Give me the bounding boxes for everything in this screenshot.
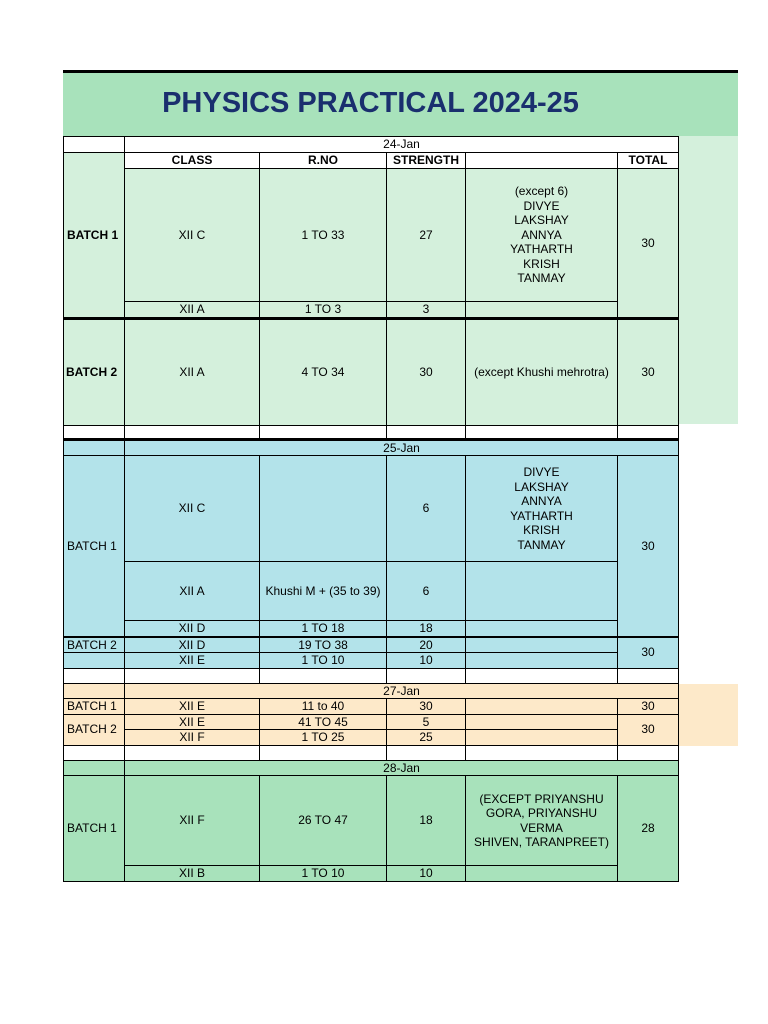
strength-cell: 10 (387, 653, 466, 669)
batch-label: BATCH 2 (64, 637, 125, 653)
remarks-cell (466, 169, 618, 302)
day3-date-row (64, 683, 679, 699)
class-cell: XII C (125, 456, 260, 562)
strength-cell: 30 (387, 699, 466, 715)
rno-cell: 1 TO 10 (260, 653, 387, 669)
rno-cell: 4 TO 34 (260, 318, 387, 425)
day4-date-row (64, 760, 679, 776)
rno-cell: Khushi M + (35 to 39) (260, 562, 387, 621)
table-row (64, 169, 679, 302)
rno-cell: 1 TO 25 (260, 730, 387, 746)
table-row (64, 302, 679, 319)
remark-line: TANMAY (517, 537, 566, 552)
date-label: 25-Jan (125, 439, 679, 456)
table-row (64, 699, 679, 715)
remark-line: YATHARTH (510, 508, 573, 523)
batch-label: BATCH 2 (64, 318, 125, 425)
total-cell: 30 (618, 169, 679, 319)
rno-cell: 1 TO 10 (260, 866, 387, 882)
remark-line: ANNYA (521, 227, 562, 242)
strength-cell: 27 (387, 169, 466, 302)
table-row (64, 730, 679, 746)
strength-cell: 5 (387, 714, 466, 730)
class-cell: XII C (125, 169, 260, 302)
total-cell: 30 (618, 637, 679, 669)
rno-cell: 41 TO 45 (260, 714, 387, 730)
remarks-cell (466, 776, 618, 866)
remark-line: SHIVEN, TARANPREET) (474, 835, 609, 849)
remark-line: DIVYE (523, 465, 560, 479)
rno-cell: 19 TO 38 (260, 637, 387, 653)
total-cell: 30 (618, 699, 679, 715)
table-row (64, 318, 679, 425)
class-cell: XII E (125, 714, 260, 730)
remark-line: YATHARTH (510, 242, 573, 257)
strength-cell: 6 (387, 456, 466, 562)
class-cell: XII F (125, 730, 260, 746)
class-cell: XII F (125, 776, 260, 866)
header-strength: STRENGTH (387, 153, 466, 169)
class-cell: XII A (125, 562, 260, 621)
strength-cell: 20 (387, 637, 466, 653)
class-cell: XII D (125, 621, 260, 637)
header-total: TOTAL (618, 153, 679, 169)
remark-line: VERMA (520, 820, 563, 835)
table-row (64, 456, 679, 562)
remark-line: (EXCEPT PRIYANSHU (479, 791, 604, 806)
table-row (64, 562, 679, 621)
table-row (64, 637, 679, 653)
batch-label: BATCH 1 (64, 456, 125, 637)
remark-line: KRISH (523, 256, 560, 271)
total-cell: 28 (618, 776, 679, 882)
rno-cell (260, 456, 387, 562)
page-title: PHYSICS PRACTICAL 2024-25 (162, 86, 579, 119)
table-row (64, 653, 679, 669)
header-row (64, 153, 679, 169)
date-label: 28-Jan (125, 760, 679, 776)
spacer-row (64, 425, 679, 439)
strength-cell: 18 (387, 621, 466, 637)
spacer-row (64, 668, 679, 683)
rno-cell: 26 TO 47 (260, 776, 387, 866)
batch-label: BATCH 2 (64, 714, 125, 745)
class-cell: XII B (125, 866, 260, 882)
total-cell: 30 (618, 714, 679, 745)
strength-cell: 18 (387, 776, 466, 866)
remark-line: TANMAY (517, 271, 566, 286)
total-cell: 30 (618, 318, 679, 425)
rno-cell: 1 TO 33 (260, 169, 387, 302)
table-row (64, 621, 679, 637)
strength-cell: 30 (387, 318, 466, 425)
rno-cell: 1 TO 18 (260, 621, 387, 637)
practical-schedule-table (63, 136, 679, 882)
spacer-row (64, 745, 679, 760)
remark-line: DIVYE (523, 198, 560, 213)
class-cell: XII D (125, 637, 260, 653)
batch-label: BATCH 1 (64, 153, 125, 319)
batch-label: BATCH 1 (64, 776, 125, 882)
day1-date-row (64, 137, 679, 153)
class-cell: XII E (125, 653, 260, 669)
strength-cell: 10 (387, 866, 466, 882)
strength-cell: 3 (387, 302, 466, 319)
table-row (64, 866, 679, 882)
remarks-cell: (except Khushi mehrotra) (466, 318, 618, 425)
remark-line: GORA, PRIYANSHU (485, 806, 598, 820)
day3-side-fill (678, 684, 738, 746)
remark-line: KRISH (523, 523, 560, 537)
rno-cell: 1 TO 3 (260, 302, 387, 319)
remarks-cell (466, 456, 618, 562)
strength-cell: 25 (387, 730, 466, 746)
strength-cell: 6 (387, 562, 466, 621)
remark-line: LAKSHAY (514, 479, 569, 494)
remark-line: LAKSHAY (514, 213, 569, 228)
date-label: 27-Jan (125, 683, 679, 699)
table-row (64, 714, 679, 730)
total-cell: 30 (618, 456, 679, 637)
class-cell: XII A (125, 302, 260, 319)
date-label: 24-Jan (125, 137, 679, 153)
table-row (64, 776, 679, 866)
class-cell: XII A (125, 318, 260, 425)
header-class: CLASS (125, 153, 260, 169)
day2-date-row (64, 439, 679, 456)
class-cell: XII E (125, 699, 260, 715)
batch-label: BATCH 1 (64, 699, 125, 715)
header-rno: R.NO (260, 153, 387, 169)
remark-line: (except 6) (514, 184, 569, 199)
day1-side-fill (678, 136, 738, 424)
remark-line: ANNYA (521, 494, 562, 508)
rno-cell: 11 to 40 (260, 699, 387, 715)
